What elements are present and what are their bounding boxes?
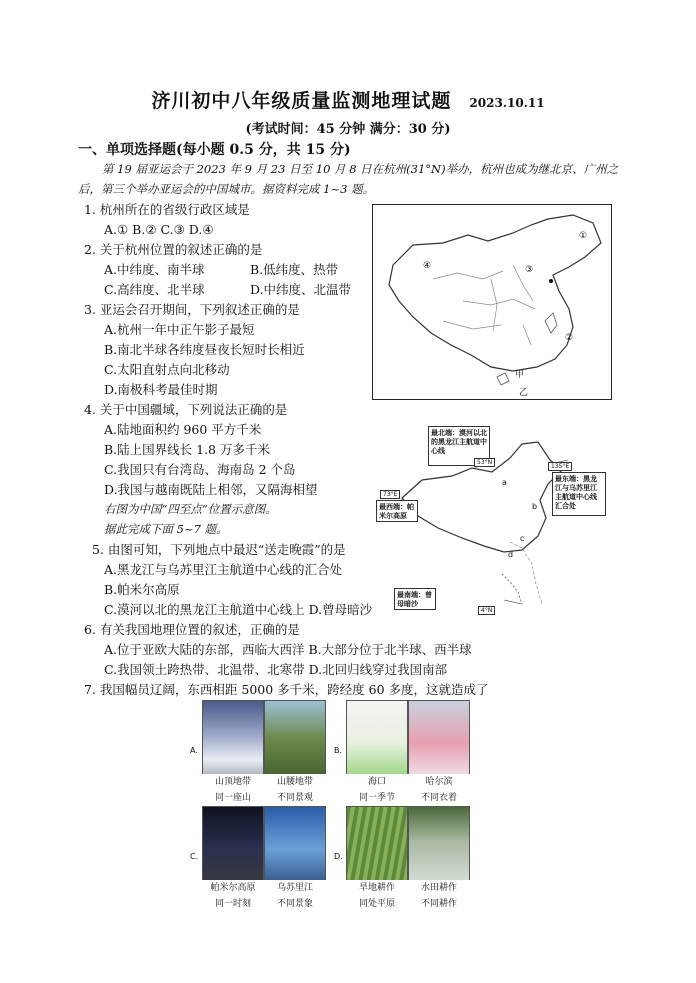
- q7-option-a-letter: A.: [190, 746, 198, 755]
- south-point-callout: 最南端：曾母暗沙: [394, 588, 436, 610]
- q7a-left-label: 山顶地带: [202, 774, 264, 787]
- map1-label-jia: 甲: [515, 370, 525, 380]
- q7-stem: 7. 我国幅员辽阔，东西相距 5000 多千米，跨经度 60 多度，这就造成了: [84, 682, 489, 697]
- q4-option-b: B.陆上国界线长 1.8 万多千米: [104, 442, 270, 457]
- q7c-left-label: 帕米尔高原: [202, 880, 264, 893]
- map2-letter-b: b: [532, 502, 538, 511]
- exam-subtitle: (考试时间：45 分钟 满分：30 分): [245, 122, 451, 137]
- map1-label-2: ②: [565, 333, 574, 343]
- q7a-caption-left: 同一座山: [214, 793, 251, 803]
- q5-option-a: A.黑龙江与乌苏里江主航道中心线的汇合处: [104, 562, 343, 577]
- q7b-caption-left: 同一季节: [358, 793, 395, 803]
- q4-option-a: A.陆地面积约 960 平方千米: [104, 422, 262, 437]
- west-point-callout: 最西端：帕米尔高原: [376, 500, 418, 522]
- q2-option-a: A.中纬度、南半球: [104, 262, 205, 277]
- q3-option-d: D.南极科考最佳时期: [104, 382, 218, 397]
- q1-stem: 1. 杭州所在的省级行政区域是: [84, 202, 250, 217]
- q7d-left-label: 旱地耕作: [346, 880, 408, 893]
- q5-stem: 5. 由图可知，下列地点中最迟“送走晚霞”的是: [92, 542, 346, 557]
- four-extreme-points-map: [372, 424, 616, 620]
- q4-option-d: D.我国与越南既陆上相邻，又隔海相望: [104, 482, 318, 497]
- q7-option-b-letter: B.: [334, 746, 343, 755]
- map1-label-1: ①: [579, 231, 588, 241]
- q2-stem: 2. 关于杭州位置的叙述正确的是: [84, 242, 263, 257]
- china-province-map: [372, 204, 612, 400]
- q3-stem: 3. 亚运会召开期间，下列叙述正确的是: [84, 302, 300, 317]
- south-degree: 4°N: [478, 606, 495, 615]
- q3-option-a: A.杭州一年中正午影子最短: [104, 322, 255, 337]
- q4-option-c: C.我国只有台湾岛、海南岛 2 个岛: [104, 462, 296, 477]
- q7-option-c-card: [190, 806, 330, 910]
- q7a-caption-right: 不同景观: [276, 793, 313, 803]
- map2-letter-c: c: [520, 534, 525, 543]
- map-note: 右图为中国“四至点”位置示意图。: [104, 502, 277, 516]
- q7b-left-label: 海口: [346, 774, 408, 787]
- section-intro: 第 19 届亚运会于 2023 年 9 月 23 日至 10 月 8 日在杭州(31°N)举办，杭州也成为继北京、广州之后，第三个举办亚运会的中国城市。据资料完成 1~3 题。: [78, 162, 619, 196]
- map-note-tasks: 据此完成下面 5~7 题。: [104, 522, 228, 536]
- q7c-caption-left: 同一时刻: [214, 899, 251, 909]
- north-point-callout: 最北端：漠河以北的黑龙江主航道中心线: [428, 426, 490, 466]
- section-heading: 一、单项选择题(每小题 0.5 分，共 15 分): [78, 142, 351, 158]
- q6-stem: 6. 有关我国地理位置的叙述，正确的是: [84, 622, 300, 637]
- q7-option-b-card: [334, 700, 474, 804]
- q6-option-ab: A.位于亚欧大陆的东部，西临大西洋 B.大部分位于北半球、西半球: [104, 642, 472, 657]
- q7d-caption-left: 同处平原: [358, 899, 395, 909]
- q7c-right-label: 乌苏里江: [264, 880, 326, 893]
- q2-option-b: B.低纬度、热带: [250, 262, 339, 277]
- page-title: [0, 86, 696, 113]
- map2-letter-a: a: [502, 478, 507, 487]
- q7-option-d-letter: D.: [334, 852, 343, 861]
- map1-label-yi: 乙: [519, 388, 529, 398]
- q7b-right-label: 哈尔滨: [408, 774, 470, 787]
- q3-option-b: B.南北半球各纬度昼夜长短时长相近: [104, 342, 305, 357]
- map2-letter-d: d: [508, 550, 514, 559]
- exam-title: 济川初中八年级质量监测地理试题: [151, 90, 452, 112]
- north-degree: 53°N: [474, 458, 495, 467]
- exam-date: 2023.10.11: [469, 96, 545, 110]
- q7-option-d-card: [334, 806, 474, 910]
- q7d-right-label: 水田耕作: [408, 880, 470, 893]
- q7d-caption-right: 不同耕作: [420, 899, 457, 909]
- q1-options: A.① B.② C.③ D.④: [104, 222, 214, 237]
- q5-option-b: B.帕米尔高原: [104, 582, 180, 597]
- q7a-right-label: 山腰地带: [264, 774, 326, 787]
- west-degree: 73°E: [380, 490, 400, 499]
- east-degree: 135°E: [548, 462, 572, 471]
- east-point-callout: 最东端：黑龙江与乌苏里江主航道中心线汇合处: [552, 472, 606, 516]
- q4-stem: 4. 关于中国疆域，下列说法正确的是: [84, 402, 288, 417]
- q2-option-d: D.中纬度、北温带: [250, 282, 352, 297]
- q7c-caption-right: 不同景象: [276, 899, 313, 909]
- q2-option-c: C.高纬度、北半球: [104, 282, 205, 297]
- china-map-outline: [373, 205, 611, 399]
- q6-option-cd: C.我国领土跨热带、北温带、北寒带 D.北回归线穿过我国南部: [104, 662, 448, 677]
- q5-option-cd: C.漠河以北的黑龙江主航道中心线上 D.曾母暗沙: [104, 602, 373, 617]
- q7b-caption-right: 不同衣着: [420, 793, 457, 803]
- q7-option-a-card: [190, 700, 330, 804]
- map1-label-3: ③: [525, 265, 534, 275]
- q3-option-c: C.太阳直射点向北移动: [104, 362, 230, 377]
- map1-label-4: ④: [423, 261, 432, 271]
- q7-option-c-letter: C.: [190, 852, 199, 861]
